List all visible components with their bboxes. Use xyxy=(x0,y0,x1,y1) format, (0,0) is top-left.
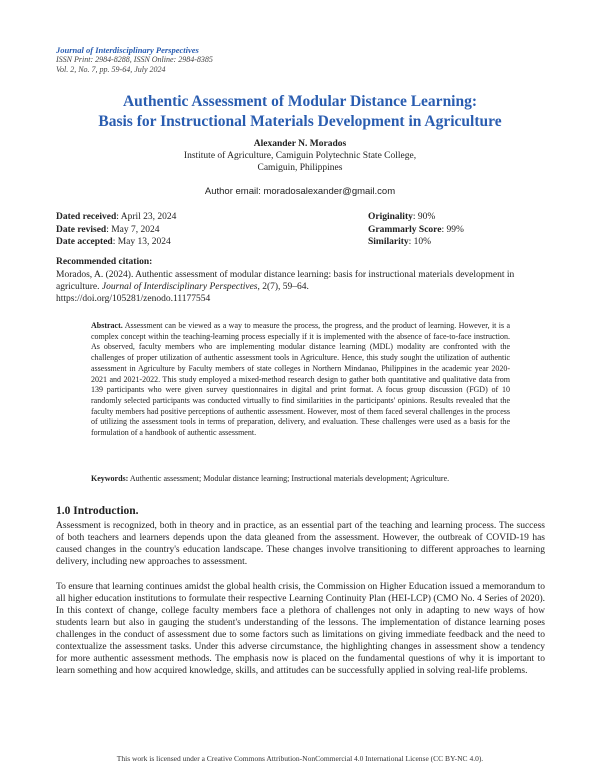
citation-part-a: Morados, A. (2024). Authentic assessment of modular distance learning: basis for instructional materials development in agriculture. xyxy=(56,270,515,292)
section-heading: 1.0 Introduction. xyxy=(56,505,139,517)
dates-block xyxy=(56,211,176,249)
grammarly-value: : 99% xyxy=(441,224,464,235)
author-name: Alexander N. Morados xyxy=(253,139,347,149)
accepted-value: : May 13, 2024 xyxy=(112,237,171,247)
title-line-1: Authentic Assessment of Modular Distance Learning: xyxy=(122,93,478,110)
originality-value: : 90% xyxy=(412,212,436,222)
received-label: Dated received xyxy=(56,212,117,222)
affiliation-line-2: Camiguin, Philippines xyxy=(257,163,343,173)
volume-line: Vol. 2, No. 7, pp. 59-64, July 2024 xyxy=(56,65,166,74)
journal-name: Journal of Interdisciplinary Perspectives xyxy=(56,45,199,55)
citation-journal: Journal of Interdisciplinary Perspectives xyxy=(101,282,258,292)
revised-value: : May 7, 2024 xyxy=(106,224,160,235)
paper-title xyxy=(0,92,600,132)
intro-paragraph-2: To ensure that learning continues amidst the global health crisis, the Commission on Higher Education issued a memorandum to all higher education institutions to formulate their respective Learning Continuity Plan (HEI-LCP) (CMO No. 4 Series of 2020). In this context of change, college faculty members face a plethora of challenges not only in adapting to new ways of how students learn but also in gauging the student's understanding of the lessons. The implementation of distance learning poses challenges in the conduct of assessment due to some factors such as limitations on giving immediate feedback and the need to contextualize the assessment tasks. Under this adverse circumstance, the highlighting changes in assessment show a tendency for more authentic assessment methods. The emphasis now is placed on the fundamental questions of why it is important to learn something and how acquired knowledge, skills, and attitudes can be successfully applied in solving real-life problems. xyxy=(56,582,545,676)
citation-part-b: , 2(7), 59–64. xyxy=(257,282,309,292)
abstract xyxy=(91,321,510,439)
abstract-text: Assessment can be viewed as a way to measure the process, the progress, and the product of learning. However, it is a complex concept within the teaching-learning process especially if it is implemented with the absence of face-to-face instruction. As observed, faculty members who are implementing modular distance learning (MDL) modality are confronted with the challenges of proper utilization of authentic assessment tools in Agriculture. Hence, this study sought the utilization of authentic assessment in Agriculture by Faculty members of state colleges in Northern Mindanao, Philippines in the academic year 2020-2021 and 2021-2022. This study employed a mixed-method research design to gather both quantitative and qualitative data from 139 participants who were given survey questionnaires in digital and print format. A focus group discussion (FGD) of 10 randomly selected participants was conducted virtually to find similarities in the participants' opinions. Results revealed that the faculty members had positive perceptions of authentic assessment. However, most of them faced several challenges in the process of utilizing the assessment tools in terms of preparation, delivery, and evaluation. These challenges were used as a basis for the formulation of a handbook of authentic assessment. xyxy=(91,321,511,438)
accepted-label: Date accepted xyxy=(56,237,113,247)
keywords xyxy=(91,474,510,485)
keywords-label: Keywords: xyxy=(91,474,129,483)
similarity-value: : 10% xyxy=(408,237,432,247)
originality-label: Originality xyxy=(368,212,413,222)
journal-header xyxy=(56,45,213,75)
scores-block xyxy=(368,211,464,249)
similarity-label: Similarity xyxy=(368,237,409,247)
author-email: Author email: moradosalexander@gmail.com xyxy=(204,186,396,197)
affiliation-line-1: Institute of Agriculture, Camiguin Polytechnic State College, xyxy=(183,151,417,161)
citation-doi[interactable]: https://doi.org/105281/zenodo.11177554 xyxy=(56,294,211,304)
citation-text xyxy=(56,269,546,305)
title-line-2: Basis for Instructional Materials Development in Agriculture xyxy=(98,113,502,130)
author-block xyxy=(0,138,600,174)
received-value: : April 23, 2024 xyxy=(116,212,177,222)
intro-paragraph-1: Assessment is recognized, both in theory and in practice, as an essential part of the teaching and learning process. The success of both teachers and learners depends upon the data gleaned from the assessment. However, the outbreak of COVID-19 has caused changes in the country's education landscape. These changes involve transitioning to different approaches to learning delivery, including new approaches to assessment. xyxy=(56,521,545,567)
revised-label: Date revised xyxy=(56,224,107,235)
grammarly-label: Grammarly Score xyxy=(368,224,442,235)
issn-line: ISSN Print: 2984-8288, ISSN Online: 2984-8385 xyxy=(56,55,213,64)
license-footer: This work is licensed under a Creative Commons Attribution-NonCommercial 4.0 International License (CC BY-NC 4.0). xyxy=(116,754,484,763)
abstract-label: Abstract. xyxy=(91,321,123,330)
citation-heading: Recommended citation: xyxy=(56,257,153,267)
keywords-text: Authentic assessment; Modular distance learning; Instructional materials development; Agriculture. xyxy=(129,474,450,483)
